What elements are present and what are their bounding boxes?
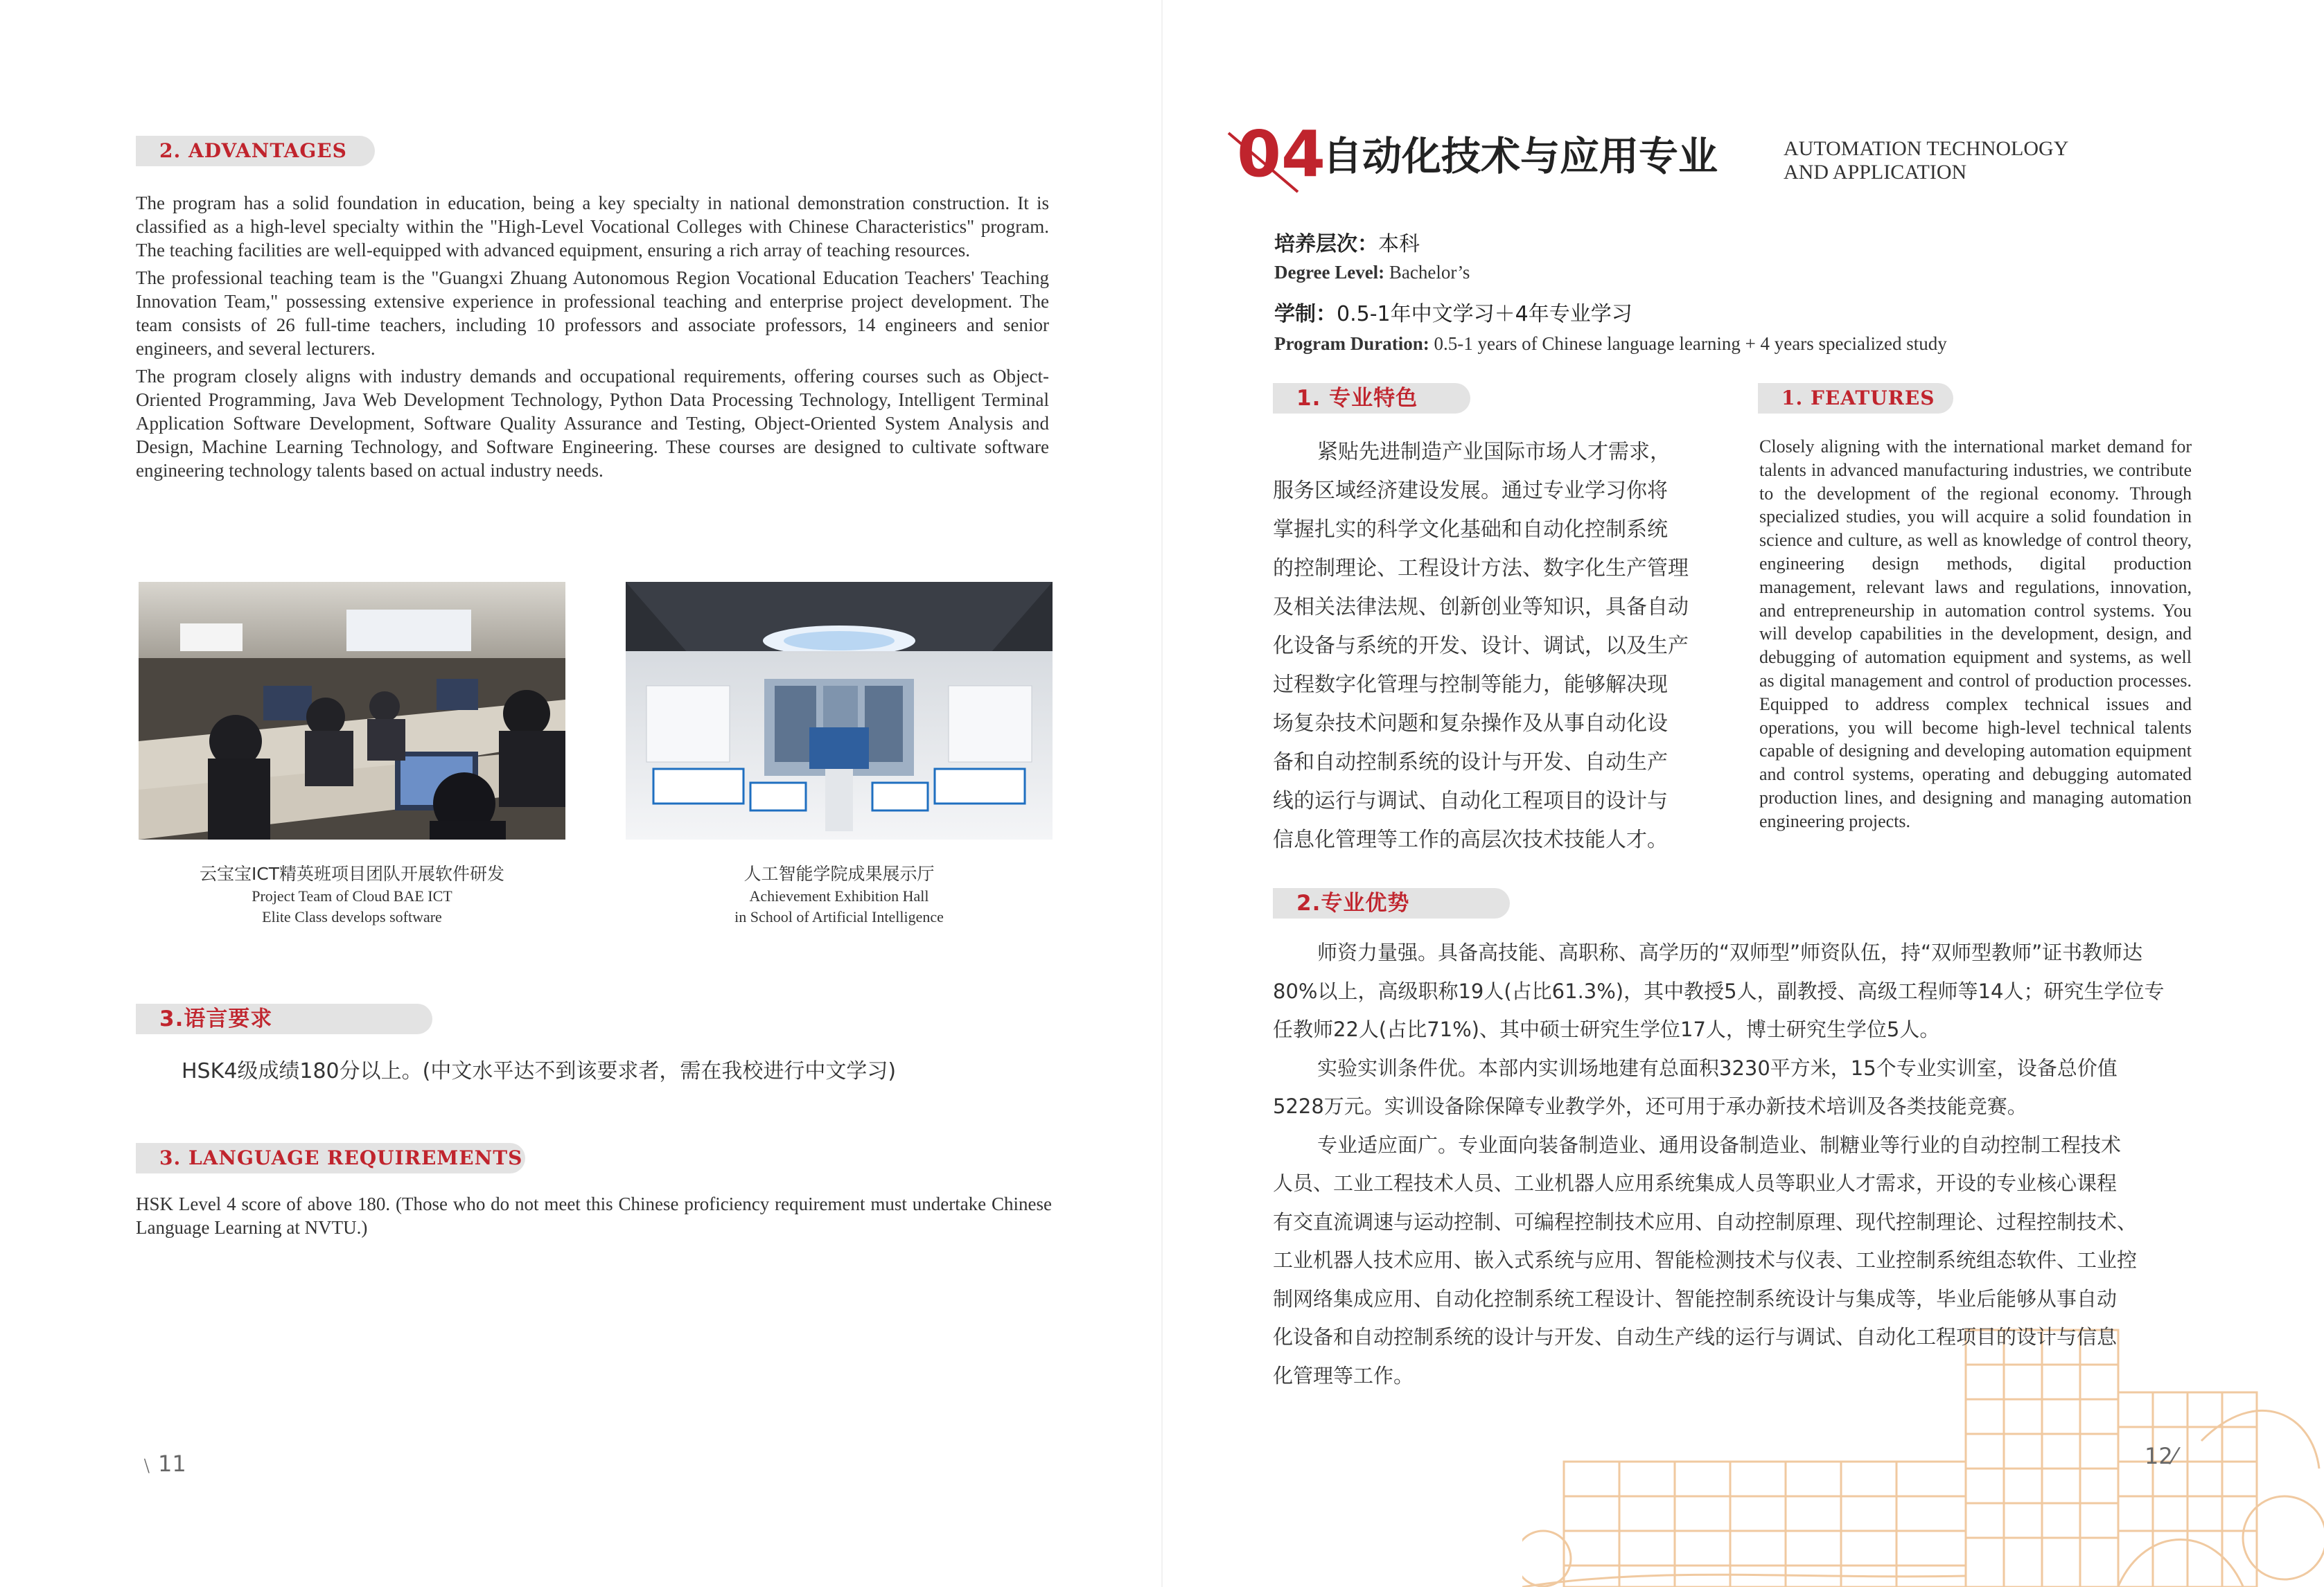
caption-exhibition-cn: 人工智能学院成果展示厅 (743, 864, 935, 884)
advantages-paragraph-3: The program closely aligns with industry demands and occupational requirements, offering courses such as Object-Oriented Programming, Java Web Development Technology, Python Data Processing Technology, Intelligent Terminal Application Software Development, Software Quality Assurance and Testing, Object-Oriented System Analysis and Design, Machine Learning Technology, and Software Engineering. These courses are designed to cultivate software engineering technology talents based on actual industry needs. (136, 366, 1049, 481)
advantages-cn-line: 师资力量强。具备高技能、高职称、高学历的“双师型”师资队伍，持“双师型教师”证书教师达 (1317, 941, 2143, 964)
degree-label-en: Degree Level: (1274, 262, 1385, 283)
features-cn-line: 服务区域经济建设发展。通过专业学习你将 (1273, 479, 1668, 503)
caption-exhibition-en-2: in School of Artificial Intelligence (734, 908, 944, 925)
degree-label-cn: 培养层次： (1274, 232, 1378, 256)
features-cn-line: 线的运行与调试、自动化工程项目的设计与 (1273, 789, 1668, 813)
language-en-text: HSK Level 4 score of above 180. (Those who do not meet this Chinese proficiency requirement must undertake Chinese Language Learning at NVTU.) (136, 1194, 1052, 1238)
advantages-cn-line: 化设备和自动控制系统的设计与开发、自动生产线的运行与调试、自动化工程项目的设计与信息 (1273, 1325, 2118, 1349)
advantages-cn-line: 化管理等工作。 (1273, 1363, 1414, 1387)
advantages-cn-line: 人员、工业工程技术人员、工业机器人应用系统集成人员等职业人才需求，开设的专业核心课程 (1273, 1171, 2118, 1195)
caption-classroom-cn: 云宝宝ICT精英班项目团队开展软件研发 (199, 864, 505, 884)
advantages-cn-line: 5228万元。实训设备除保障专业教学外，还可用于承办新技术培训及各类技能竞赛。 (1273, 1094, 2027, 1118)
caption-classroom-en-1: Project Team of Cloud BAE ICT (252, 887, 452, 905)
language-cn-heading: 3.语言要求 (136, 1004, 432, 1034)
degree-value-cn: 本科 (1378, 232, 1420, 256)
page-slash-icon: ⁄ (2172, 1443, 2177, 1469)
duration-en (1274, 332, 1947, 355)
advantages-cn-body (1273, 934, 2201, 1395)
features-en-heading: 1. FEATURES (1758, 383, 1953, 414)
advantages-cn-line: 80%以上，高级职称19人(占比61.3%)，其中教授5人，副教授、高级工程师等14人；研究生学位专 (1273, 979, 2165, 1003)
advantages-cn-line: 工业机器人技术应用、嵌入式系统与应用、智能检测技术与仪表、工业控制系统组态软件、工业控 (1273, 1248, 2138, 1272)
program-title-en-line-1: AUTOMATION TECHNOLOGY (1784, 137, 2069, 160)
duration-label-cn: 学制： (1274, 302, 1337, 326)
caption-classroom (139, 862, 565, 928)
advantages-cn-heading: 2.专业优势 (1273, 888, 1510, 919)
language-en-heading: 3. LANGUAGE REQUIREMENTS (136, 1143, 525, 1173)
program-title-en-line-2: AND APPLICATION (1784, 161, 1967, 184)
degree-value-en: Bachelor’s (1389, 262, 1470, 283)
page-number-left (136, 1446, 186, 1478)
features-cn-line: 场复杂技术问题和复杂操作及从事自动化设 (1273, 711, 1668, 736)
degree-en (1274, 260, 1470, 284)
features-cn-line: 的控制理论、工程设计方法、数字化生产管理 (1273, 556, 1689, 580)
advantages-body (136, 191, 1049, 486)
advantages-cn-line: 任教师22人(占比71%)、其中硕士研究生学位17人，博士研究生学位5人。 (1273, 1018, 1940, 1041)
caption-exhibition-en-1: Achievement Exhibition Hall (749, 887, 929, 905)
advantages-cn-line: 实验实训条件优。本部内实训场地建有总面积3230平方米，15个专业实训室，设备总价值 (1317, 1056, 2118, 1080)
language-cn-text: HSK4级成绩180分以上。(中文水平达不到该要求者，需在我校进行中文学习) (182, 1059, 897, 1083)
advantages-paragraph-2: The professional teaching team is the "Guangxi Zhuang Autonomous Region Vocational Education Teachers' Teaching Innovation Team," possessing extensive experience in professional teaching and enterprise project development. The team consists of 26 full-time teachers, including 10 professors and associate professors, 14 engineers and senior engineers, and several lecturers. (136, 267, 1049, 359)
features-cn-line: 信息化管理等工作的高层次技术技能人才。 (1273, 828, 1668, 852)
classroom-photo (139, 582, 565, 840)
features-cn-body (1273, 433, 1716, 860)
caption-exhibition (626, 862, 1053, 928)
features-cn-line: 过程数字化管理与控制等能力，能够解决现 (1273, 673, 1668, 697)
features-cn-line: 紧贴先进制造产业国际市场人才需求， (1317, 440, 1671, 464)
program-number: 04 (1237, 117, 1326, 191)
features-cn-line: 化设备与系统的开发、设计、调试，以及生产 (1273, 634, 1689, 658)
features-cn-line: 及相关法律法规、创新创业等知识，具备自动 (1273, 595, 1689, 619)
advantages-paragraph-1: The program has a solid foundation in education, being a key specialty in national demonstration construction. It is classified as a high-level specialty within the "High-Level Vocational Colleges with Chinese Characteristics" program. The teaching facilities are well-equipped with advanced equipment, ensuring a rich array of teaching resources. (136, 193, 1049, 260)
features-en-body: Closely aligning with the international market demand for talents in advanced manufacturing industries, we contribute to the development of the regional economy. Through specialized studies, you will acquire a solid foundation in science and culture, as well as knowledge of control theory, engineering design methods, digital production management, relevant laws and regulations, innovation, and entrepreneurship in automation control systems. You will develop capabilities in the development, design, and debugging of automation equipment and systems, as well as digital management and control of production processes. Equipped to address complex technical issues and operations, you will become high-level technical talents capable of designing and developing automation equipment and control systems, operating and debugging automated production lines, and designing and managing automation engineering projects. (1759, 436, 2192, 831)
features-cn-line: 掌握扎实的科学文化基础和自动化控制系统 (1273, 517, 1668, 542)
exhibition-hall-photo (626, 582, 1053, 840)
features-cn-line: 备和自动控制系统的设计与开发、自动生产 (1273, 750, 1668, 774)
features-cn-heading: 1. 专业特色 (1273, 383, 1470, 414)
duration-cn (1274, 300, 1632, 329)
right-page (1162, 0, 2324, 1587)
caption-classroom-en-2: Elite Class develops software (262, 908, 442, 925)
advantages-cn-line: 有交直流调速与运动控制、可编程控制技术应用、自动控制原理、现代控制理论、过程控制技术、 (1273, 1209, 2138, 1234)
advantages-cn-line: 制网络集成应用、自动化控制系统工程设计、智能控制系统设计与集成等，毕业后能够从事自动 (1273, 1286, 2118, 1311)
page-number-right (2145, 1443, 2176, 1469)
program-title-cn: 自动化技术与应用专业 (1323, 134, 1718, 179)
page-number-left-value: 11 (158, 1451, 186, 1477)
page-slash-icon: ﹨ (136, 1451, 159, 1477)
advantages-heading: 2. ADVANTAGES (136, 136, 375, 166)
advantages-cn-line: 专业适应面广。专业面向装备制造业、通用设备制造业、制糖业等行业的自动控制工程技术 (1317, 1133, 2122, 1157)
duration-value-en: 0.5-1 years of Chinese language learning + 4 years specialized study (1434, 333, 1947, 354)
degree-cn (1274, 230, 1420, 259)
program-title-en (1784, 137, 2068, 184)
page-number-right-value: 12 (2145, 1443, 2173, 1469)
duration-label-en: Program Duration: (1274, 333, 1429, 354)
duration-value-cn: 0.5-1年中文学习＋4年专业学习 (1337, 302, 1632, 326)
